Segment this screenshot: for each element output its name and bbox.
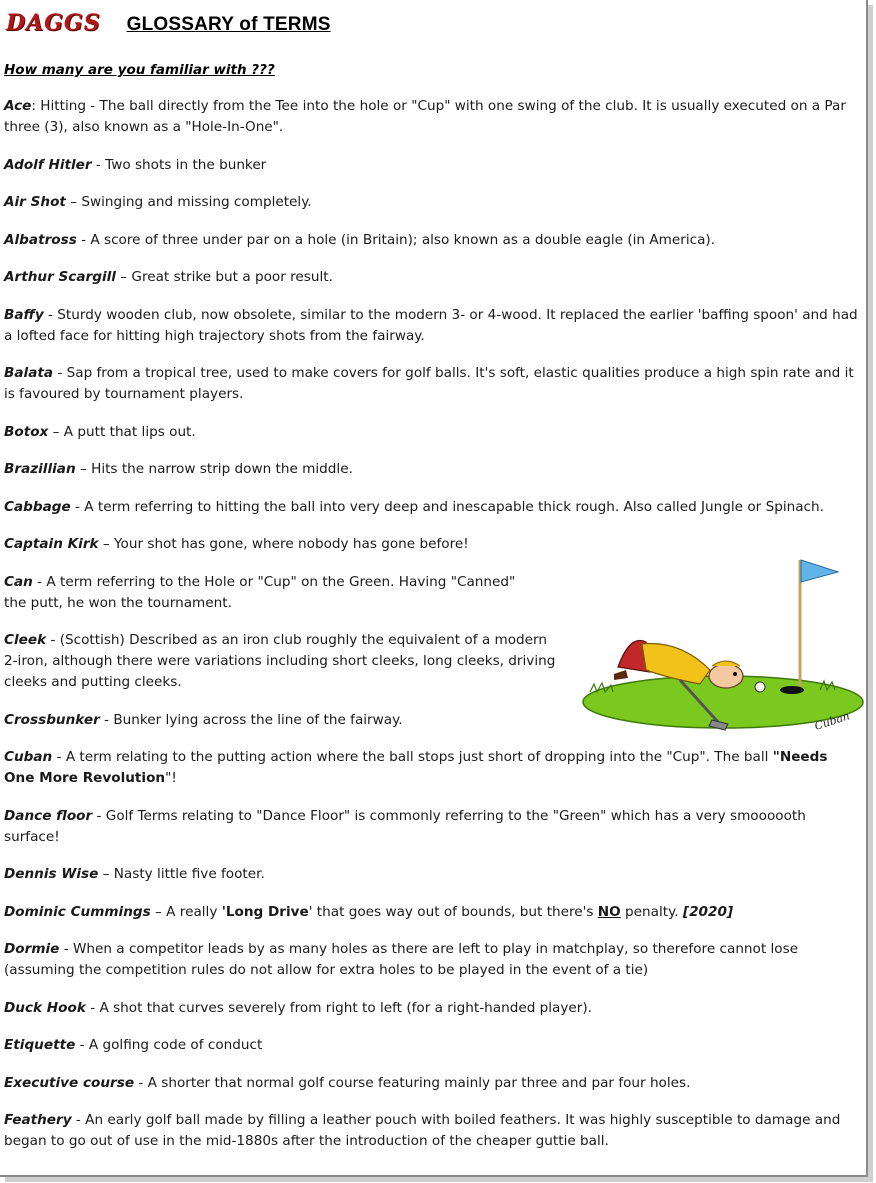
glossary-entry-crossbunker: Crossbunker - Bunker lying across the line of the fairway. [4, 711, 403, 728]
definition: Bunker lying across the line of the fairway. [113, 711, 403, 728]
definition: A score of three under par on a hole (in Britain); also known as a double eagle (in America). [90, 231, 716, 248]
glossary-entry-ace: Ace: Hitting - The ball directly from the Tee into the hole or "Cup" with one swing of the club. It is usually executed on a Par three (3), also known as a "Hole-In-One". [4, 98, 846, 135]
definition: A really [166, 903, 222, 920]
definition: Sturdy wooden club, now obsolete, similar to the modern 3- or 4-wood. It replaced the earlier 'baffing spoon' and had a lofted face for hitting high trajectory shots from the fairway. [4, 306, 858, 344]
term: Air Shot [4, 194, 66, 210]
glossary-entry-air-shot: Air Shot – Swinging and missing completely. [4, 194, 312, 210]
definition: A term referring to hitting the ball into very deep and inescapable thick rough. Also called Jungle or Spinach. [84, 498, 824, 515]
term: Captain Kirk [4, 536, 99, 552]
term: Dominic Cummings [4, 903, 151, 920]
term: Cleek [4, 632, 47, 648]
term: Etiquette [4, 1037, 76, 1053]
glossary-entry-brazillian: Brazillian – Hits the narrow strip down the middle. [4, 461, 353, 477]
term: Brazillian [4, 461, 76, 477]
definition: (Scottish) Described as an iron club roughly the equivalent of a modern 2-iron, although there were variations including short cleeks, long cleeks, driving cleeks and putting cleeks. [4, 632, 556, 690]
definition: Hits the narrow strip down the middle. [91, 461, 353, 477]
definition: Nasty little five footer. [113, 866, 265, 882]
term: Cuban [4, 749, 53, 765]
glossary-entry-captain-kirk: Captain Kirk – Your shot has gone, where nobody has gone before! [4, 536, 469, 552]
definition: A term relating to the putting action where the ball stops just short of dropping into the "Cup". The ball [65, 749, 773, 765]
year-tag: [2020] [682, 903, 734, 920]
definition: A shorter that normal golf course featuring mainly par three and par four holes. [147, 1074, 691, 1091]
term: Can [4, 573, 33, 590]
term: Dance floor [4, 807, 93, 824]
term: Arthur Scargill [4, 269, 116, 285]
page-header [6, 6, 331, 36]
golfer-cap [712, 661, 740, 666]
emphasis: "Needs One More Revolution [4, 749, 828, 786]
glossary-entry-cabbage: Cabbage - A term referring to hitting the ball into very deep and inescapable thick rough. Also called Jungle or Spinach. [4, 498, 824, 515]
term: Ace [4, 98, 32, 114]
definition: Your shot has gone, where nobody has gone before! [114, 536, 469, 552]
term: Cabbage [4, 498, 71, 515]
term: Baffy [4, 306, 44, 323]
glossary-entry-dennis-wise: Dennis Wise – Nasty little five footer. [4, 866, 265, 882]
glossary-entry-feathery: Feathery - An early golf ball made by filling a leather pouch with boiled feathers. It was highly susceptible to damage and began to go out of use in the mid-1880s after the introduction of the cheaper guttie ball. [4, 1112, 841, 1149]
term: Dormie [4, 941, 60, 957]
term: Botox [4, 423, 49, 440]
golfer-head [709, 664, 743, 688]
page-subtitle: How many are you familiar with ??? [4, 62, 275, 78]
page-title: GLOSSARY of TERMS [126, 14, 331, 35]
glossary-entry-arthur-scargill: Arthur Scargill – Great strike but a poor result. [4, 269, 333, 285]
definition: Great strike but a poor result. [131, 269, 333, 285]
glossary-entry-etiquette: Etiquette - A golfing code of conduct [4, 1037, 263, 1053]
golfer-eye [733, 672, 737, 676]
definition: A shot that curves severely from right to left (for a right-handed player). [99, 999, 593, 1016]
glossary-entry-dance-floor: Dance floor - Golf Terms relating to "Dance Floor" is commonly referring to the "Green" which has a very smoooooth surface! [4, 807, 806, 845]
term: Executive course [4, 1074, 135, 1091]
glossary-entry-baffy: Baffy - Sturdy wooden club, now obsolete, similar to the modern 3- or 4-wood. It replaced the earlier 'baffing spoon' and had a lofted face for hitting high trajectory shots from the fairway. [4, 306, 858, 344]
golfer-cartoon [580, 552, 866, 744]
definition: Hitting - The ball directly from the Tee into the hole or "Cup" with one swing of the club. It is usually executed on a Par three (3), also known as a "Hole-In-One". [4, 98, 846, 135]
definition: A term referring to the Hole or "Cup" on the Green. Having "Canned" the putt, he won the tournament. [4, 573, 516, 611]
term: Adolf Hitler [4, 156, 92, 173]
emphasis: 'Long Drive [221, 903, 309, 920]
definition: Golf Terms relating to "Dance Floor" is commonly referring to the "Green" which has a very smoooooth surface! [4, 807, 806, 845]
glossary-entry-can: Can - A term referring to the Hole or "Cup" on the Green. Having "Canned" the putt, he won the tournament. [4, 573, 516, 611]
cup-hole [780, 686, 804, 694]
glossary-entry-balata: Balata - Sap from a tropical tree, used to make covers for golf balls. It's soft, elastic qualities produce a high spin rate and it is favoured by tournament players. [4, 365, 854, 402]
definition: Sap from a tropical tree, used to make covers for golf balls. It's soft, elastic qualities produce a high spin rate and it is favoured by tournament players. [4, 365, 854, 402]
definition: Swinging and missing completely. [81, 194, 312, 210]
term: Crossbunker [4, 711, 100, 728]
glossary-entry-adolf-hitler: Adolf Hitler - Two shots in the bunker [4, 156, 267, 173]
glossary-entry-dominic-cummings: Dominic Cummings – A really 'Long Drive' that goes way out of bounds, but there's NO penalty. [2020] [4, 903, 734, 920]
glossary-entry-cuban: Cuban - A term relating to the putting action where the ball stops just short of dropping into the "Cup". The ball "Needs One More Revolution"! [4, 749, 828, 786]
glossary-entry-duck-hook: Duck Hook - A shot that curves severely from right to left (for a right-handed player). [4, 999, 593, 1016]
golfer-shoe [614, 670, 628, 680]
daggs-logo: DAGGS [6, 10, 101, 36]
definition: A golfing code of conduct [88, 1037, 263, 1053]
term: Feathery [4, 1112, 72, 1128]
golf-ball-icon [755, 682, 765, 692]
flag-icon [801, 560, 838, 582]
golfer-shirt [642, 644, 710, 684]
definition: When a competitor leads by as many holes as there are left to play in matchplay, so therefore cannot lose (assuming the competition rules do not allow for extra holes to be played in the event of a tie) [4, 941, 799, 978]
term: Balata [4, 365, 54, 381]
glossary-entry-botox: Botox – A putt that lips out. [4, 423, 196, 440]
term: Duck Hook [4, 999, 86, 1016]
term: Dennis Wise [4, 866, 99, 882]
definition: Two shots in the bunker [105, 156, 267, 173]
term: Albatross [4, 231, 77, 248]
definition: An early golf ball made by filling a leather pouch with boiled feathers. It was highly susceptible to damage and began to go out of use in the mid-1880s after the introduction of the cheaper guttie ball. [4, 1112, 841, 1149]
definition: A putt that lips out. [63, 423, 196, 440]
artist-signature: Cuban [812, 709, 852, 733]
emphasis-underlined: NO [597, 903, 621, 920]
glossary-entry-albatross: Albatross - A score of three under par on a hole (in Britain); also known as a double eagle (in America). [4, 231, 716, 248]
glossary-entry-dormie: Dormie - When a competitor leads by as many holes as there are left to play in matchplay, so therefore cannot lose (assuming the competition rules do not allow for extra holes to be played in the event of a tie) [4, 941, 799, 978]
glossary-entry-executive-course: Executive course - A shorter that normal golf course featuring mainly par three and par four holes. [4, 1074, 691, 1091]
glossary-entry-cleek: Cleek - (Scottish) Described as an iron club roughly the equivalent of a modern 2-iron, although there were variations including short cleeks, long cleeks, driving cleeks and putting cleeks. [4, 632, 556, 690]
